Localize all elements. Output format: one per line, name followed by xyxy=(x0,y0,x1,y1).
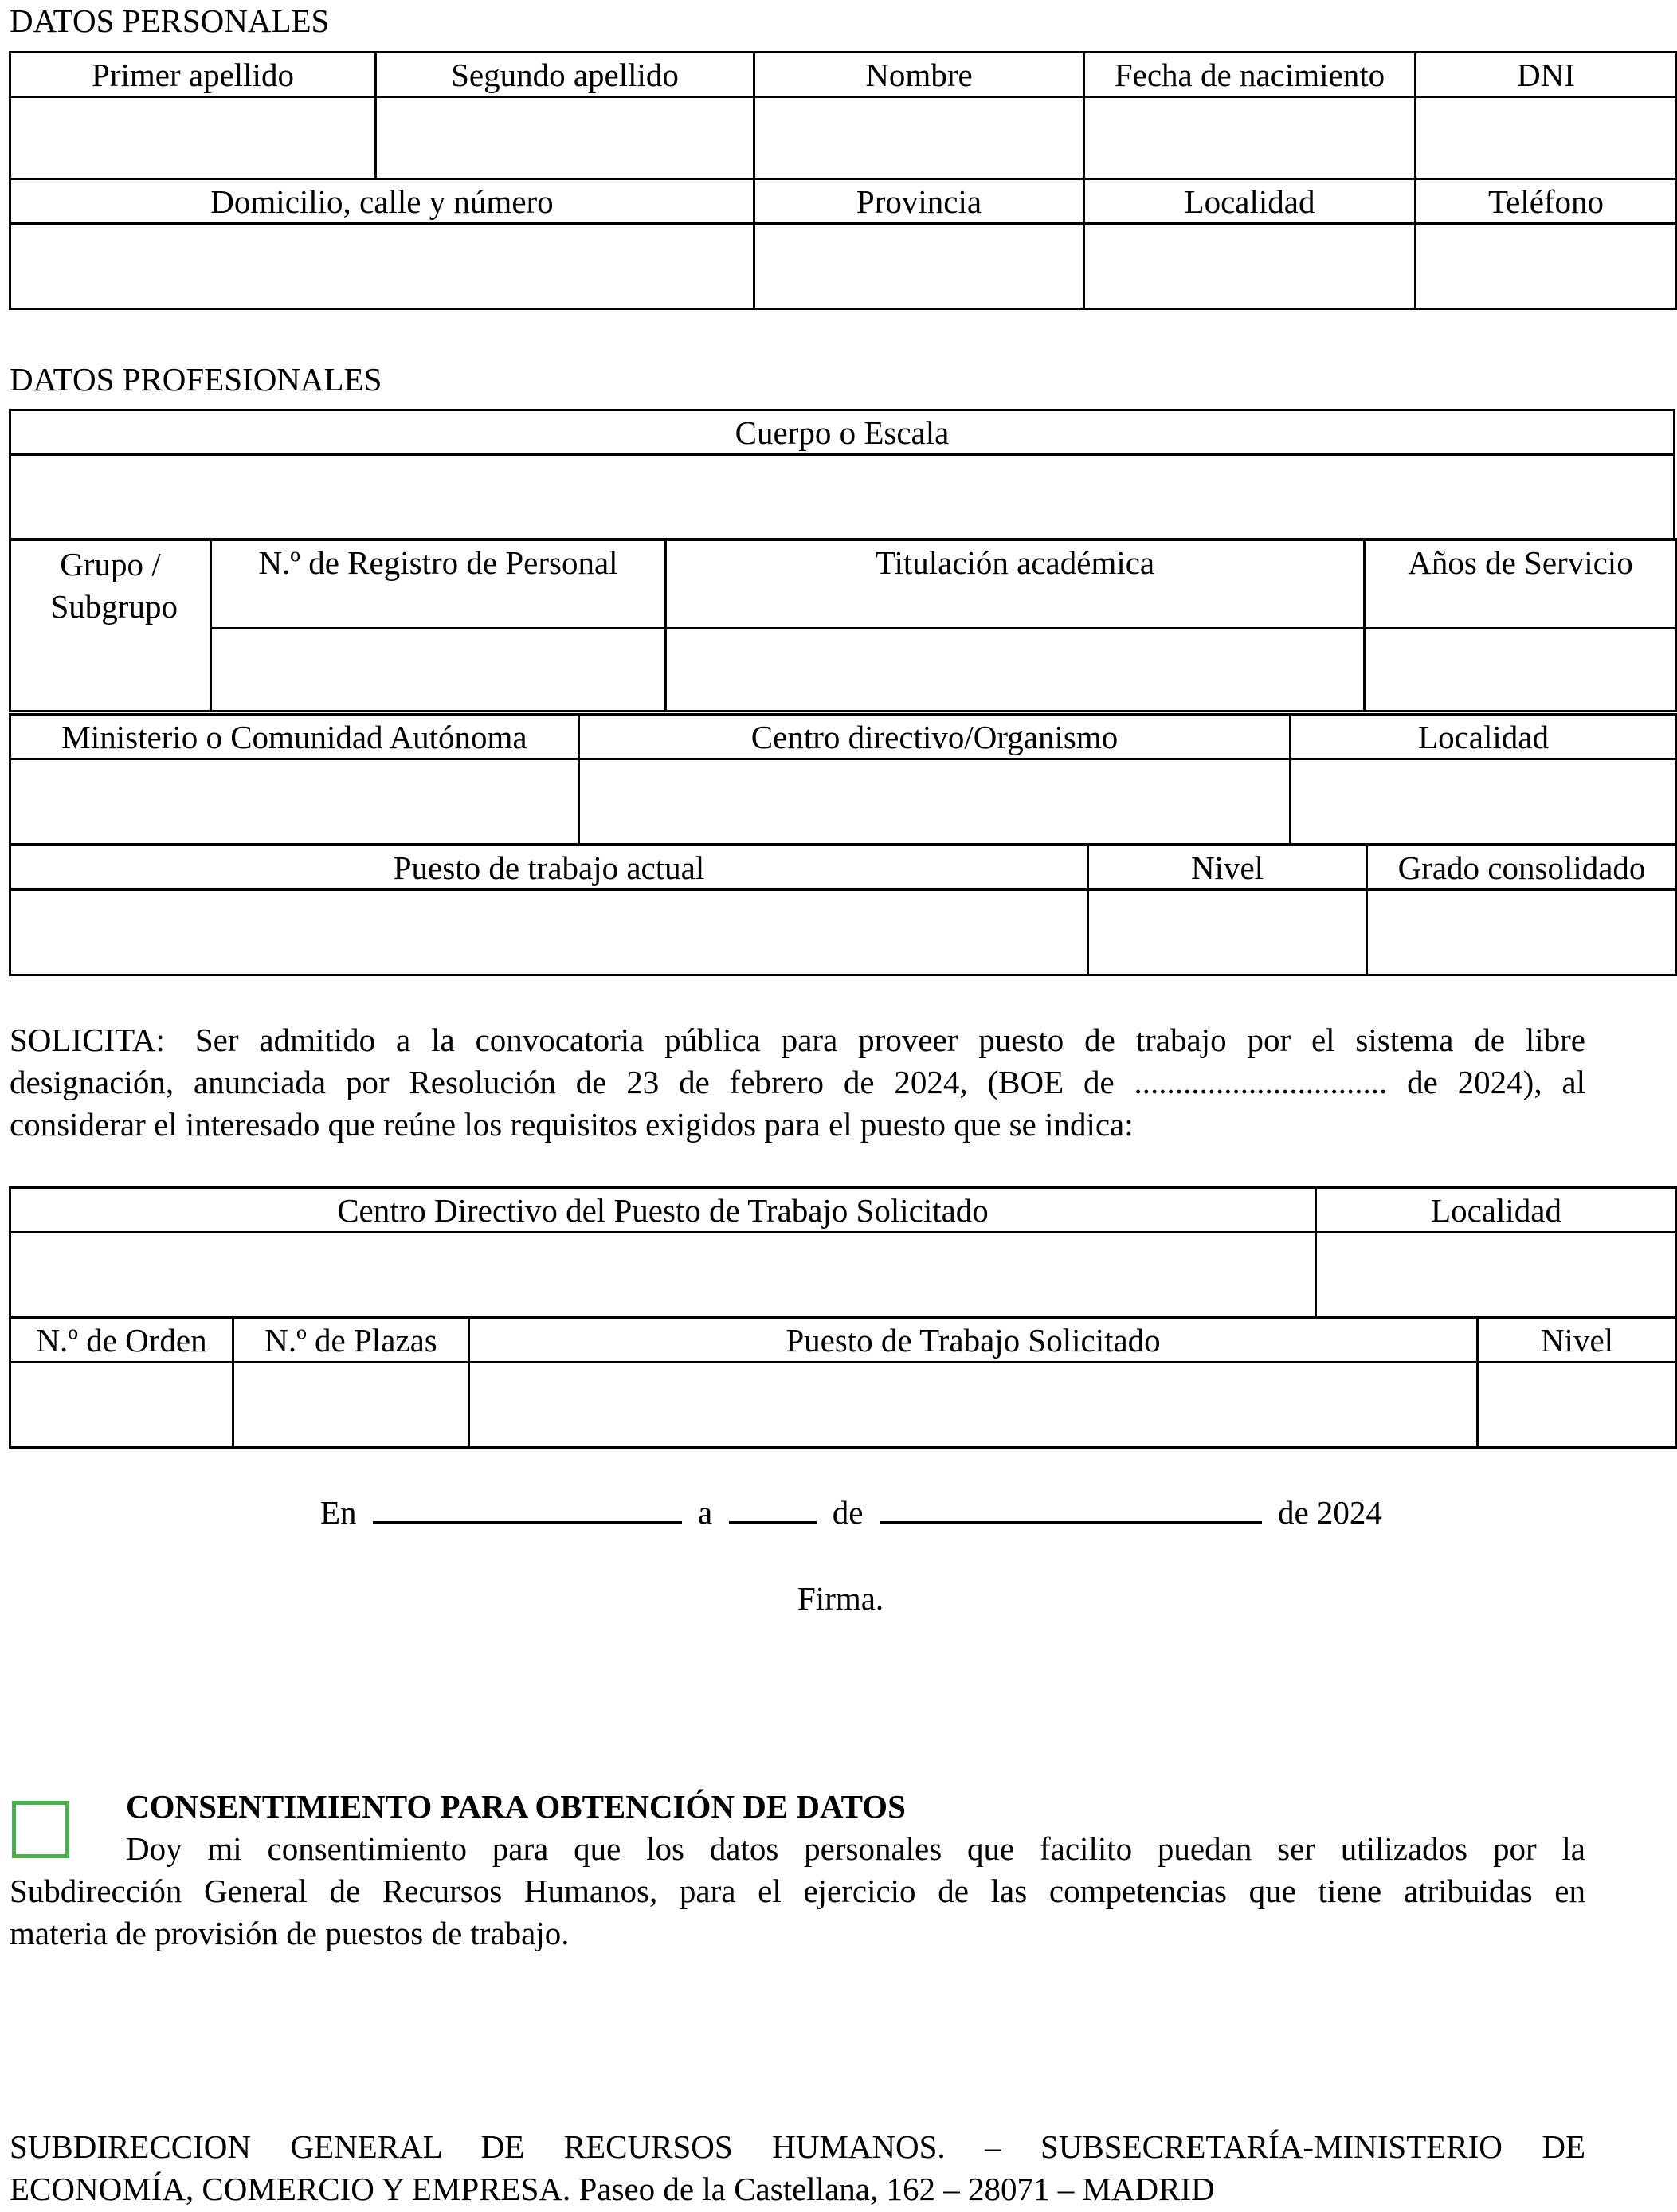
requested-table xyxy=(9,1186,1677,1319)
date-en-label: En xyxy=(320,1494,357,1531)
solicita-label: SOLICITA: xyxy=(10,1022,165,1058)
numero-orden-field[interactable] xyxy=(10,1363,233,1448)
anos-servicio-label: Años de Servicio xyxy=(1365,539,1677,629)
nombre-label: Nombre xyxy=(754,53,1084,97)
consent-paragraph xyxy=(10,1828,1585,1955)
solicita-text-1: Ser admitido a la convocatoria pública para proveer puesto de trabajo por el sistema de libre xyxy=(194,1022,1585,1058)
cuerpo-escala-label: Cuerpo o Escala xyxy=(10,410,1675,455)
telefono-field[interactable] xyxy=(1416,224,1677,309)
day-blank[interactable] xyxy=(729,1492,817,1524)
requested-detail-table xyxy=(9,1316,1677,1449)
consent-line-1: Doy mi consentimiento para que los datos personales que facilito puedan ser utilizados por la xyxy=(126,1830,1585,1867)
numero-plazas-label: N.º de Plazas xyxy=(233,1318,469,1363)
ministerio-table xyxy=(9,713,1677,845)
fecha-nacimiento-label: Fecha de nacimiento xyxy=(1084,53,1416,97)
cuerpo-table xyxy=(9,409,1675,541)
date-year-label: de 2024 xyxy=(1277,1494,1382,1531)
cuerpo-escala-field[interactable] xyxy=(10,455,1675,540)
grupo-subgrupo-field[interactable] xyxy=(10,628,211,711)
ministerio-label: Ministerio o Comunidad Autónoma xyxy=(10,715,579,759)
grado-consolidado-field[interactable] xyxy=(1367,890,1677,975)
ministerio-field[interactable] xyxy=(10,759,579,845)
puesto-actual-table xyxy=(9,844,1677,976)
localidad-field[interactable] xyxy=(1084,224,1416,309)
telefono-label: Teléfono xyxy=(1416,179,1677,224)
provincia-field[interactable] xyxy=(754,224,1084,309)
date-line xyxy=(320,1492,1382,1534)
localidad-solicitado-label: Localidad xyxy=(1316,1188,1677,1233)
dni-label: DNI xyxy=(1416,53,1677,97)
footer xyxy=(10,2126,1585,2210)
consent-title: CONSENTIMIENTO PARA OBTENCIÓN DE DATOS xyxy=(126,1788,906,1825)
localidad-label: Localidad xyxy=(1084,179,1416,224)
centro-directivo-field[interactable] xyxy=(579,759,1291,845)
localidad-prof-label: Localidad xyxy=(1291,715,1677,759)
registro-personal-label: N.º de Registro de Personal xyxy=(211,539,666,629)
grupo-table xyxy=(9,538,1677,712)
place-blank[interactable] xyxy=(373,1492,682,1524)
solicita-line-3: considerar el interesado que reúne los requisitos exigidos para el puesto que se indica: xyxy=(10,1106,1134,1143)
provincia-label: Provincia xyxy=(754,179,1084,224)
anos-servicio-field[interactable] xyxy=(1365,628,1677,711)
centro-solicitado-label: Centro Directivo del Puesto de Trabajo Solicitado xyxy=(10,1188,1316,1233)
fecha-nacimiento-field[interactable] xyxy=(1084,97,1416,179)
month-blank[interactable] xyxy=(880,1492,1262,1524)
grupo-subgrupo-text: Grupo / Subgrupo xyxy=(50,546,178,625)
centro-solicitado-field[interactable] xyxy=(10,1233,1316,1318)
domicilio-label: Domicilio, calle y número xyxy=(10,179,754,224)
grado-consolidado-label: Grado consolidado xyxy=(1367,845,1677,890)
consent-line-2: Subdirección General de Recursos Humanos, para el ejercicio de las competencias que tiene atribuidas en xyxy=(10,1873,1585,1909)
solicita-paragraph xyxy=(10,1019,1585,1146)
solicita-line-1 xyxy=(10,1019,1585,1061)
primer-apellido-field[interactable] xyxy=(10,97,376,179)
firma-label: Firma. xyxy=(797,1580,884,1617)
localidad-prof-field[interactable] xyxy=(1291,759,1677,845)
centro-directivo-label: Centro directivo/Organismo xyxy=(579,715,1291,759)
registro-personal-field[interactable] xyxy=(211,628,666,711)
nivel-label: Nivel xyxy=(1088,845,1367,890)
puesto-actual-label: Puesto de trabajo actual xyxy=(10,845,1088,890)
footer-line-1: SUBDIRECCION GENERAL DE RECURSOS HUMANOS. – SUBSECRETARÍA-MINISTERIO DE xyxy=(10,2128,1585,2165)
nombre-field[interactable] xyxy=(754,97,1084,179)
grupo-subgrupo-label xyxy=(10,539,211,629)
segundo-apellido-field[interactable] xyxy=(376,97,754,179)
primer-apellido-label: Primer apellido xyxy=(10,53,376,97)
professional-heading: DATOS PROFESIONALES xyxy=(10,361,382,398)
segundo-apellido-label: Segundo apellido xyxy=(376,53,754,97)
date-a-label: a xyxy=(698,1494,713,1531)
nivel-solicitado-label: Nivel xyxy=(1478,1318,1677,1363)
localidad-solicitado-field[interactable] xyxy=(1316,1233,1677,1318)
nivel-solicitado-field[interactable] xyxy=(1478,1363,1677,1448)
personal-heading: DATOS PERSONALES xyxy=(10,2,330,39)
consent-line-3: materia de provisión de puestos de trabajo. xyxy=(10,1915,570,1951)
numero-orden-label: N.º de Orden xyxy=(10,1318,233,1363)
dni-field[interactable] xyxy=(1416,97,1677,179)
puesto-solicitado-field[interactable] xyxy=(469,1363,1478,1448)
footer-line-2: ECONOMÍA, COMERCIO Y EMPRESA. Paseo de la Castellana, 162 – 28071 – MADRID xyxy=(10,2171,1215,2207)
date-de-label: de xyxy=(832,1494,864,1531)
solicita-line-2: designación, anunciada por Resolución de 23 de febrero de 2024, (BOE de ............................... de 2024), al xyxy=(10,1064,1585,1100)
titulacion-label: Titulación académica xyxy=(666,539,1365,629)
numero-plazas-field[interactable] xyxy=(233,1363,469,1448)
puesto-solicitado-label: Puesto de Trabajo Solicitado xyxy=(469,1318,1478,1363)
nivel-field[interactable] xyxy=(1088,890,1367,975)
domicilio-field[interactable] xyxy=(10,224,754,309)
puesto-actual-field[interactable] xyxy=(10,890,1088,975)
personal-data-table xyxy=(9,51,1677,310)
titulacion-field[interactable] xyxy=(666,628,1365,711)
